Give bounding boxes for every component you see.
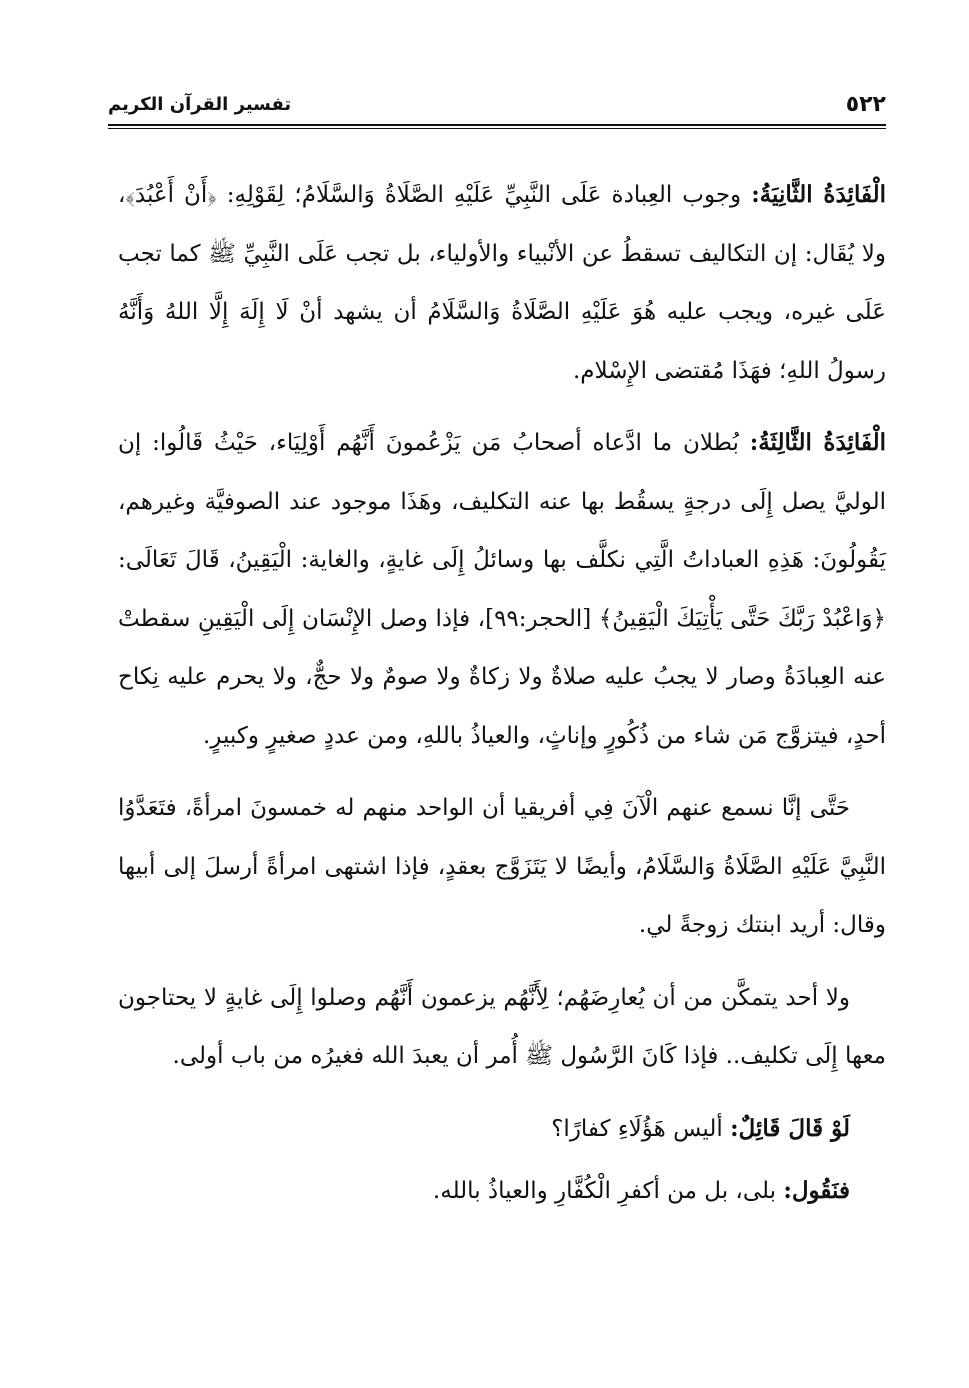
page-header (108, 88, 886, 128)
paragraph-no-one-objects: ولا أحد يتمكَّن من أن يُعارِضَهُم؛ لِأَنَّهُم يزعمون أَنَّهُم وصلوا إِلَى غايةٍ لا يحتاجون معها إِلَى تكليف.. فإذا كَانَ الرَّسُول ﷺ أُمر أن يعبدَ الله فغيرُه من باب أولى. (118, 984, 886, 1069)
question-text: أليس هَؤُلَاءِ كفارًا؟ (551, 1115, 731, 1142)
question-lead: لَوْ قَالَ قَائِلٌ: (730, 1114, 850, 1142)
question-line (118, 1100, 886, 1159)
header-rule (108, 124, 886, 126)
third-benefit-text: بُطلان ما ادَّعاه أصحابُ مَن يَزْعُمونَ أَنَّهُم أَوْلِيَاء، حَيْثُ قَالُوا: إن الوليَّ يصل إِلَى درجةٍ يسقُط بها عنه التكليف، وهَذَا موجود عند الصوفيَّة وغيرهم، يَقُولُونَ: هَذِهِ العباداتُ الَّتِي نكلَّف بها وسائلُ إِلَى غايةٍ، والغاية: الْيَقِينُ، قَالَ تَعَالَى: ﴿وَاعْبُدْ رَبَّكَ حَتَّى يَأْتِيَكَ الْيَقِينُ﴾ [الحجر:٩٩]، فإذا وصل الإِنْسَان إِلَى الْيَقِينِ سقطتْ عنه العِبادَةُ وصار لا يجبُ عليه صلاةٌ ولا زكاةٌ ولا صومٌ ولا حجٌّ، ولا يحرم عليه نِكاح أحدٍ، فيتزوَّج مَن شاء من ذُكُورٍ وإناثٍ، والعياذُ باللهِ، ومن عددٍ صغيرٍ وكبيرٍ. (118, 430, 886, 749)
third-benefit-heading: الْفَائِدَةُ الثَّالِثَةُ: (749, 429, 886, 456)
paragraph-second-benefit (118, 166, 886, 400)
answer-text: بلى، بل من أكفرِ الْكُفَّارِ والعياذُ بالله. (432, 1178, 784, 1204)
paragraph-third-benefit (118, 414, 886, 765)
running-title: تفسير القرآن الكريم (108, 94, 292, 115)
second-benefit-heading: الْفَائِدَةُ الثَّانِيَةُ: (751, 181, 886, 208)
second-benefit-text: وجوب العِبادة عَلَى النَّبِيِّ عَلَيْهِ الصَّلَاةُ وَالسَّلَامُ؛ لِقَوْلِهِ: ﴿أَنْ أَعْبُدَ﴾، ولا يُقَال: إن التكاليف تسقطُ عن الأنْبياء والأولياء، بل تجب عَلَى النَّبِيِّ ﷺ كما تجب عَلَى غيره، ويجب عليه هُوَ عَلَيْهِ الصَّلَاةُ وَالسَّلَامُ أن يشهد أنْ لَا إِلَهَ إِلَّا اللهُ وَأَنَّهُ رسولُ اللهِ؛ فهَذَا مُقتضى الإِسْلام. (118, 182, 886, 384)
answer-line (118, 1162, 886, 1221)
page-body (118, 166, 886, 1225)
header-rule-thin (108, 128, 886, 129)
paragraph-africa: حَتَّى إنَّا نسمع عنهم الْآنَ فِي أفريقيا أن الواحد منهم له خمسونَ امرأةً، فتَعَدَّوُا النَّبِيَّ عَلَيْهِ الصَّلَاةُ وَالسَّلَامُ، وأيضًا لا يَتَزَوَّج بعقدٍ، فإذا اشتهى امرأةً أرسلَ إلى أبيها وقال: أريد ابنتك زوجةً لي. (118, 795, 886, 938)
page-number: ٥٢٢ (845, 92, 886, 117)
answer-lead: فنَقُول: (783, 1177, 850, 1204)
